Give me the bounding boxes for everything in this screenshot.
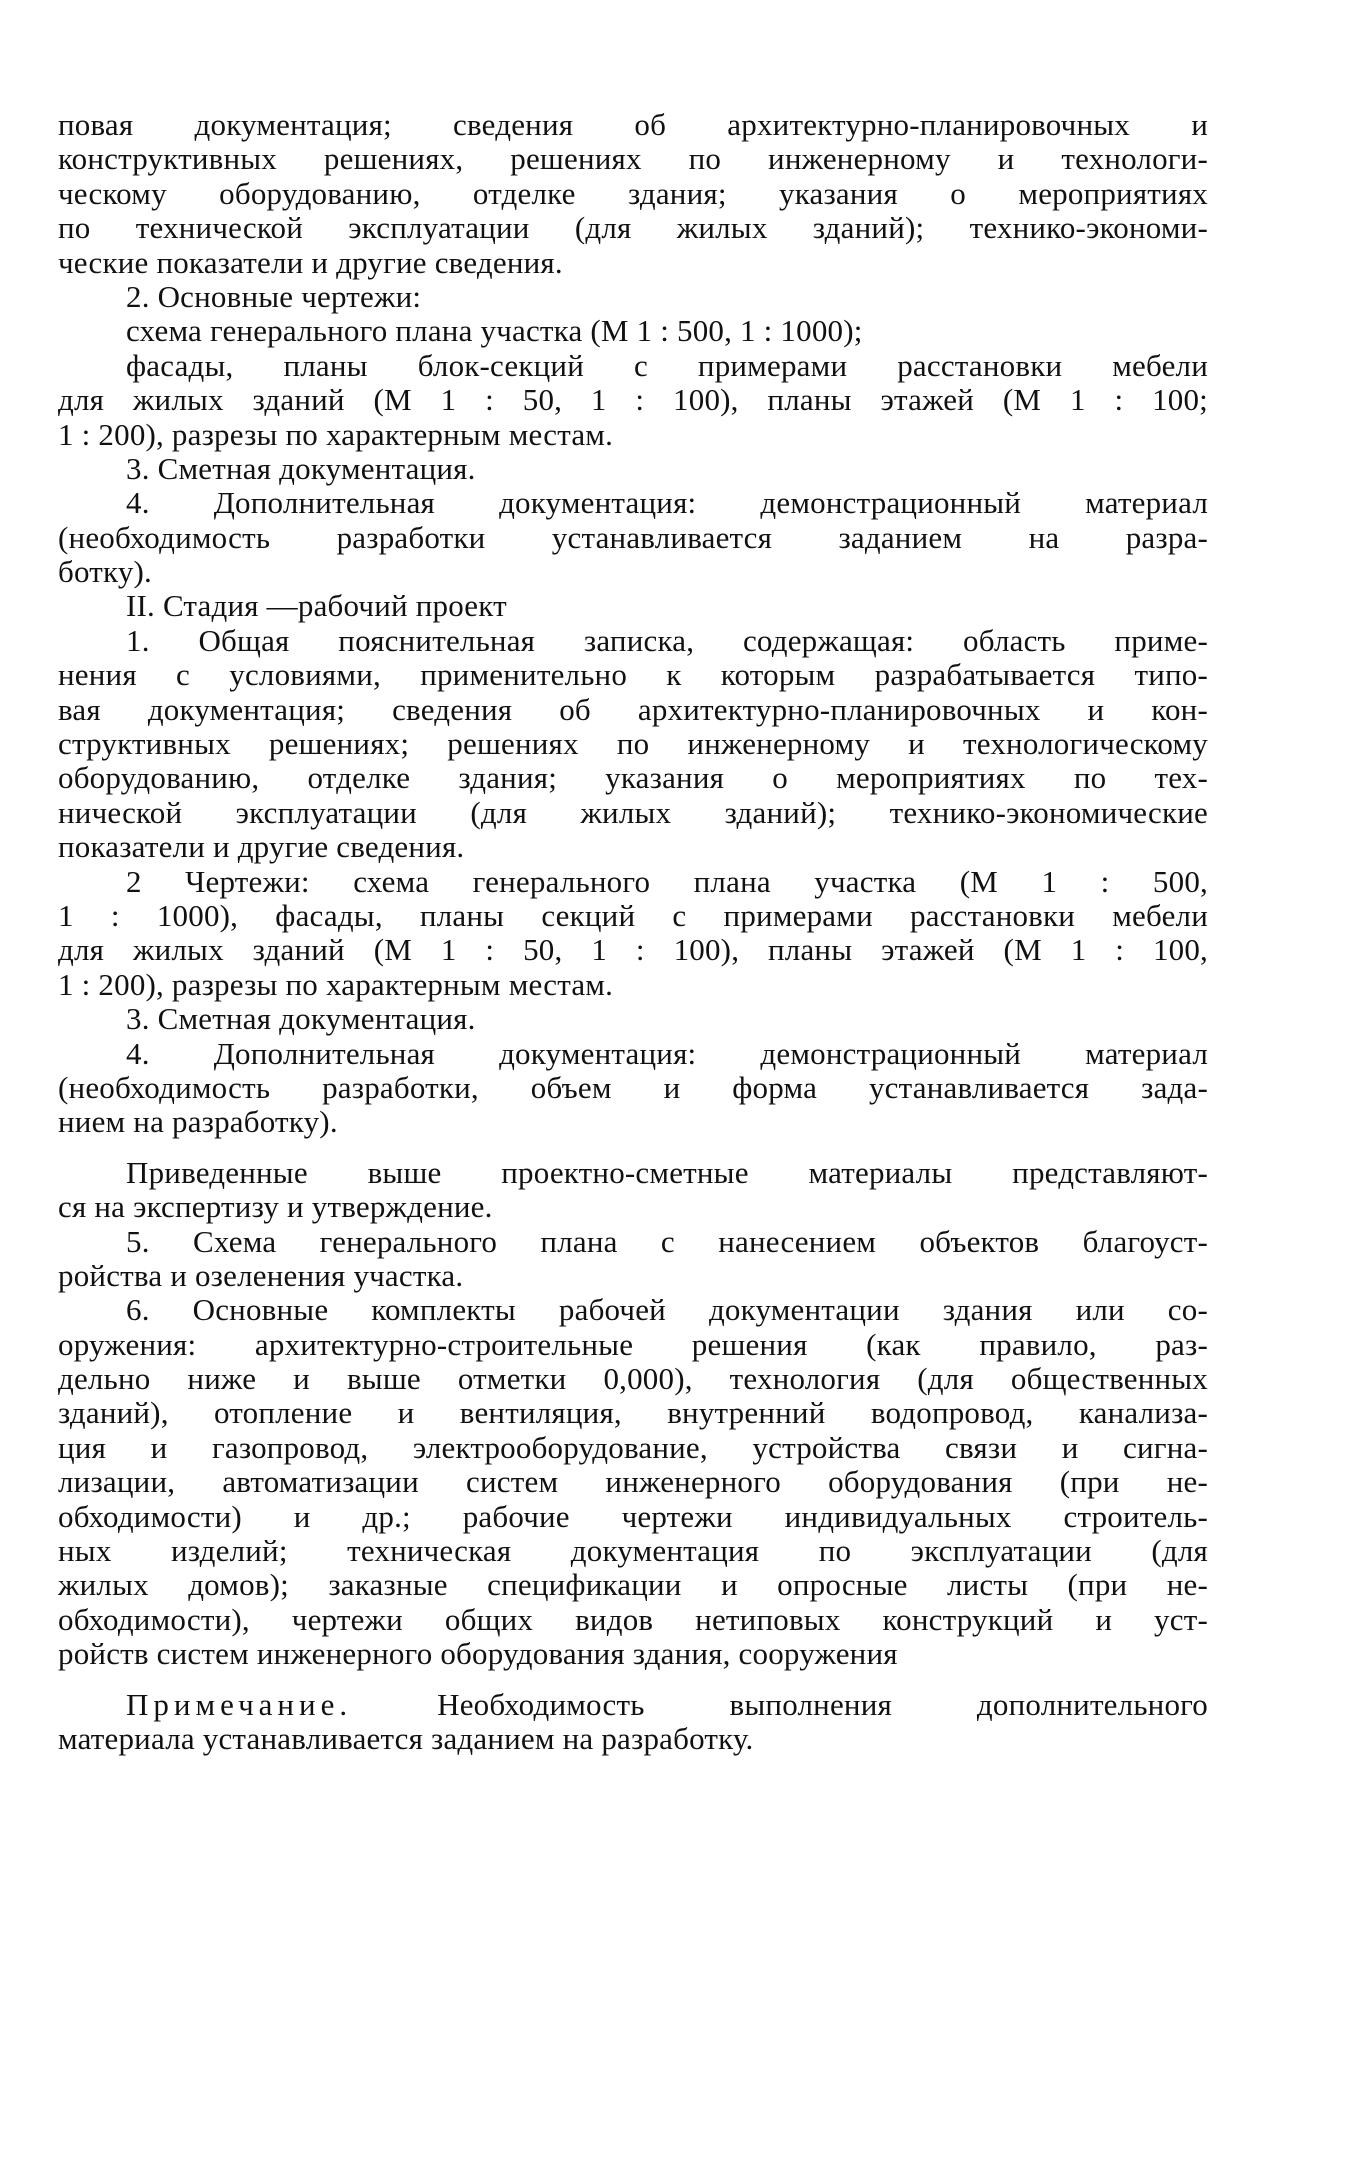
- text-line: ция и газопровод, электрооборудование, устройства связи и сигна-: [58, 1429, 1208, 1465]
- paragraph-additional: [58, 486, 1208, 589]
- paragraph-stage2-item-4: [58, 1037, 1208, 1140]
- text-line: лизации, автоматизации систем инженерного оборудования (при не-: [58, 1464, 1208, 1500]
- text-line: жилых домов); заказные спецификации и опросные листы (при не-: [58, 1567, 1208, 1603]
- text-line: ройства и озеленения участка.: [58, 1257, 464, 1293]
- remark-text: Необходимость выполнения дополнительного: [437, 1686, 1208, 1722]
- text-line: (необходимость разработки, объем и форма устанавливается зада-: [58, 1069, 1208, 1105]
- paragraph-site-plan: [58, 314, 1208, 348]
- paragraph-stage2-item-2: [58, 865, 1208, 1003]
- paragraph-stage2-item-6: [58, 1293, 1208, 1671]
- paragraph-estimate: [58, 452, 1208, 486]
- text-line: 6. Основные комплекты рабочей документации здания или со-: [126, 1292, 1208, 1328]
- text-line: нения с условиями, применительно к которым разрабатывается типо-: [58, 657, 1208, 693]
- paragraph-stage2-item-5: [58, 1225, 1208, 1294]
- text-line: [58, 1688, 1208, 1722]
- page-text: [58, 108, 1208, 1756]
- text-line: 1 : 1000), фасады, планы секций с примерами расстановки мебели: [58, 897, 1208, 933]
- text-line: оборудованию, отделке здания; указания о мероприятиях по тех-: [58, 760, 1208, 796]
- text-line: фасады, планы блок-секций с примерами расстановки мебели: [126, 347, 1208, 383]
- text-line: дельно ниже и выше отметки 0,000), технология (для общественных: [58, 1361, 1208, 1397]
- text-line: схема генерального плана участка (М 1 : 500, 1 : 1000);: [126, 313, 863, 349]
- text-line: обходимости), чертежи общих видов нетиповых конструкций и уст-: [58, 1601, 1208, 1637]
- text-line: показатели и другие сведения.: [58, 829, 465, 865]
- text-line: конструктивных решениях, решениях по инженерному и технологи-: [58, 141, 1208, 177]
- remark-label: Примечание.: [126, 1686, 353, 1722]
- text-line: для жилых зданий (М 1 : 50, 1 : 100), планы этажей (М 1 : 100;: [58, 382, 1208, 418]
- text-line: материала устанавливается заданием на разработку.: [58, 1720, 754, 1756]
- text-line: 5. Схема генерального плана с нанесением объектов благоуст-: [126, 1223, 1208, 1259]
- paragraph-stage2-item-1: [58, 624, 1208, 865]
- text-line: 1 : 200), разрезы по характерным местам.: [58, 966, 614, 1002]
- paragraph-stage2-item-3: [58, 1002, 1208, 1036]
- text-line: повая документация; сведения об архитектурно-планировочных и: [58, 107, 1208, 142]
- text-line: 2. Основные чертежи:: [126, 278, 422, 314]
- text-line: обходимости) и др.; рабочие чертежи индивидуальных строитель-: [58, 1498, 1208, 1534]
- section-heading-stage-2: [58, 589, 1208, 623]
- text-line: 2 Чертежи: схема генерального плана участка (М 1 : 500,: [126, 863, 1208, 899]
- paragraph-review-note: [58, 1156, 1208, 1225]
- paragraph-basic-drawings: [58, 280, 1208, 314]
- text-line: зданий), отопление и вентиляция, внутренний водопровод, канализа-: [58, 1395, 1208, 1431]
- text-line: ся на экспертизу и утверждение.: [58, 1189, 493, 1225]
- text-line: для жилых зданий (М 1 : 50, 1 : 100), планы этажей (М 1 : 100,: [58, 932, 1208, 968]
- text-line: (необходимость разработки устанавливается заданием на разра-: [58, 519, 1208, 555]
- text-line: по технической эксплуатации (для жилых зданий); технико-экономи-: [58, 210, 1208, 246]
- paragraph-facades: [58, 349, 1208, 452]
- text-line: II. Стадия —рабочий проект: [126, 588, 507, 624]
- text-line: 3. Сметная документация.: [126, 1001, 476, 1037]
- paragraph-intro: [58, 108, 1208, 280]
- text-line: 3. Сметная документация.: [126, 450, 476, 486]
- text-line: нием на разработку).: [58, 1104, 338, 1140]
- text-line: 1 : 200), разрезы по характерным местам.: [58, 416, 614, 452]
- text-line: ческому оборудованию, отделке здания; указания о мероприятиях: [58, 175, 1208, 211]
- text-line: ботку).: [58, 554, 153, 590]
- footnote-remark: [58, 1688, 1208, 1757]
- text-line: вая документация; сведения об архитектурно-планировочных и кон-: [58, 691, 1208, 727]
- text-line: ческие показатели и другие сведения.: [58, 244, 563, 280]
- text-line: 4. Дополнительная документация: демонстрационный материал: [126, 485, 1208, 521]
- text-line: Приведенные выше проектно-сметные материалы представляют-: [126, 1154, 1208, 1190]
- text-line: ройств систем инженерного оборудования здания, сооружения: [58, 1636, 898, 1672]
- text-line: нической эксплуатации (для жилых зданий); технико-экономические: [58, 794, 1208, 830]
- text-line: 1. Общая пояснительная записка, содержащая: область приме-: [126, 622, 1208, 658]
- text-line: структивных решениях; решениях по инженерному и технологическому: [58, 726, 1208, 762]
- text-line: оружения: архитектурно-строительные решения (как правило, раз-: [58, 1326, 1208, 1362]
- text-line: ных изделий; техническая документация по эксплуатации (для: [58, 1533, 1208, 1569]
- text-line: 4. Дополнительная документация: демонстрационный материал: [126, 1035, 1208, 1071]
